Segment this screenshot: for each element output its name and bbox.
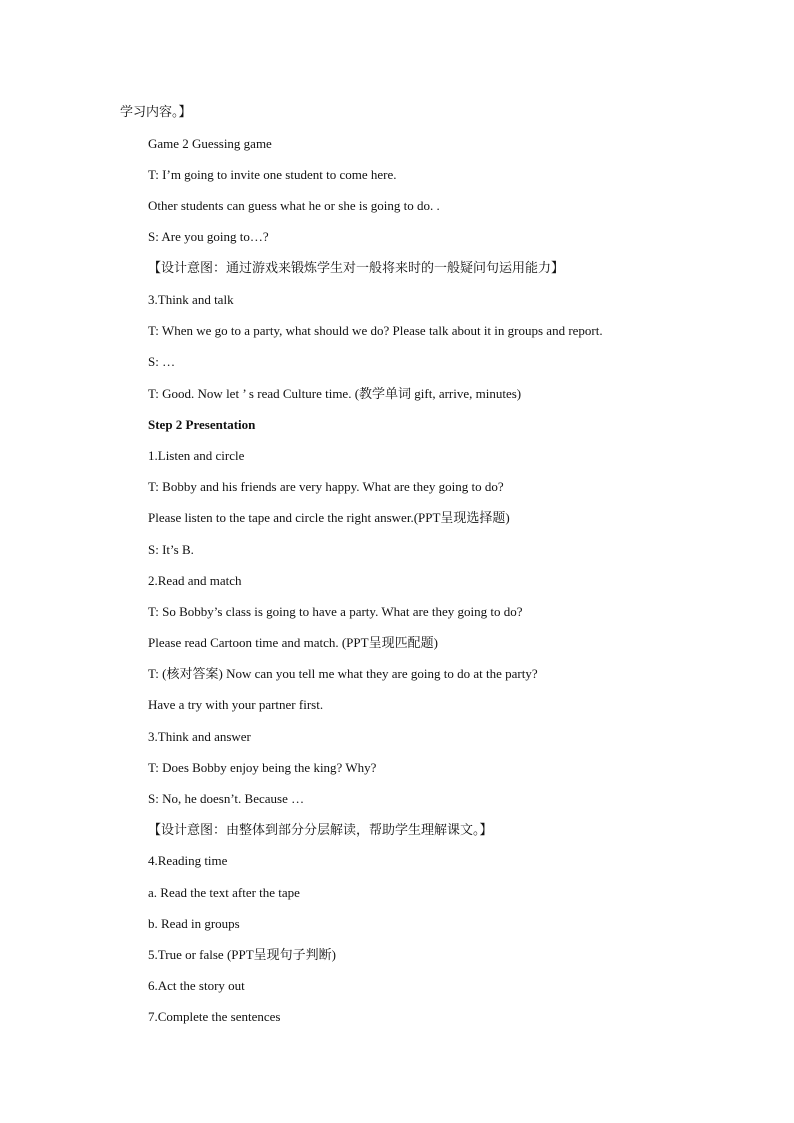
activity-heading: 2.Read and match	[148, 573, 242, 588]
activity-heading: 3.Think and talk	[148, 292, 234, 307]
paragraph: Other students can guess what he or she is going to do. .	[148, 198, 440, 213]
paragraph: Please listen to the tape and circle the right answer.(PPT呈现选择题)	[148, 510, 510, 525]
paragraph: T: So Bobby’s class is going to have a party. What are they going to do?	[148, 604, 523, 619]
paragraph: T: I’m going to invite one student to come here.	[148, 167, 397, 182]
paragraph: T: Good. Now let ’ s read Culture time. (教学单词 gift, arrive, minutes)	[148, 386, 522, 401]
activity-heading: 5.True or false (PPT呈现句子判断)	[148, 947, 337, 962]
paragraph: T: (核对答案) Now can you tell me what they are going to do at the party?	[148, 666, 538, 681]
activity-heading: 6.Act the story out	[148, 978, 245, 993]
step-heading: Step 2 Presentation	[148, 417, 256, 432]
list-item: a. Read the text after the tape	[148, 885, 300, 900]
activity-heading: 1.Listen and circle	[148, 448, 245, 463]
paragraph: Have a try with your partner first.	[148, 697, 324, 712]
design-intent-note: 【设计意图：通过游戏来锻炼学生对一般将来时的一般疑问句运用能力】	[148, 260, 565, 275]
activity-heading: 7.Complete the sentences	[148, 1009, 281, 1024]
paragraph: Please read Cartoon time and match. (PPT呈现匹配题)	[148, 635, 438, 650]
continued-text: 学习内容。】	[120, 104, 192, 119]
list-item: b. Read in groups	[148, 916, 240, 931]
paragraph: S: …	[148, 354, 176, 369]
paragraph: T: Does Bobby enjoy being the king? Why?	[148, 760, 377, 775]
activity-heading: 3.Think and answer	[148, 729, 251, 744]
game-title: Game 2 Guessing game	[148, 136, 272, 151]
paragraph: S: Are you going to…?	[148, 229, 269, 244]
design-intent-note: 【设计意图：由整体到部分分层解读，帮助学生理解课文。】	[148, 822, 493, 837]
paragraph: S: It’s B.	[148, 542, 194, 557]
paragraph: T: Bobby and his friends are very happy. What are they going to do?	[148, 479, 504, 494]
paragraph: T: When we go to a party, what should we do? Please talk about it in groups and report.	[148, 323, 603, 338]
paragraph: S: No, he doesn’t. Because …	[148, 791, 305, 806]
activity-heading: 4.Reading time	[148, 853, 228, 868]
